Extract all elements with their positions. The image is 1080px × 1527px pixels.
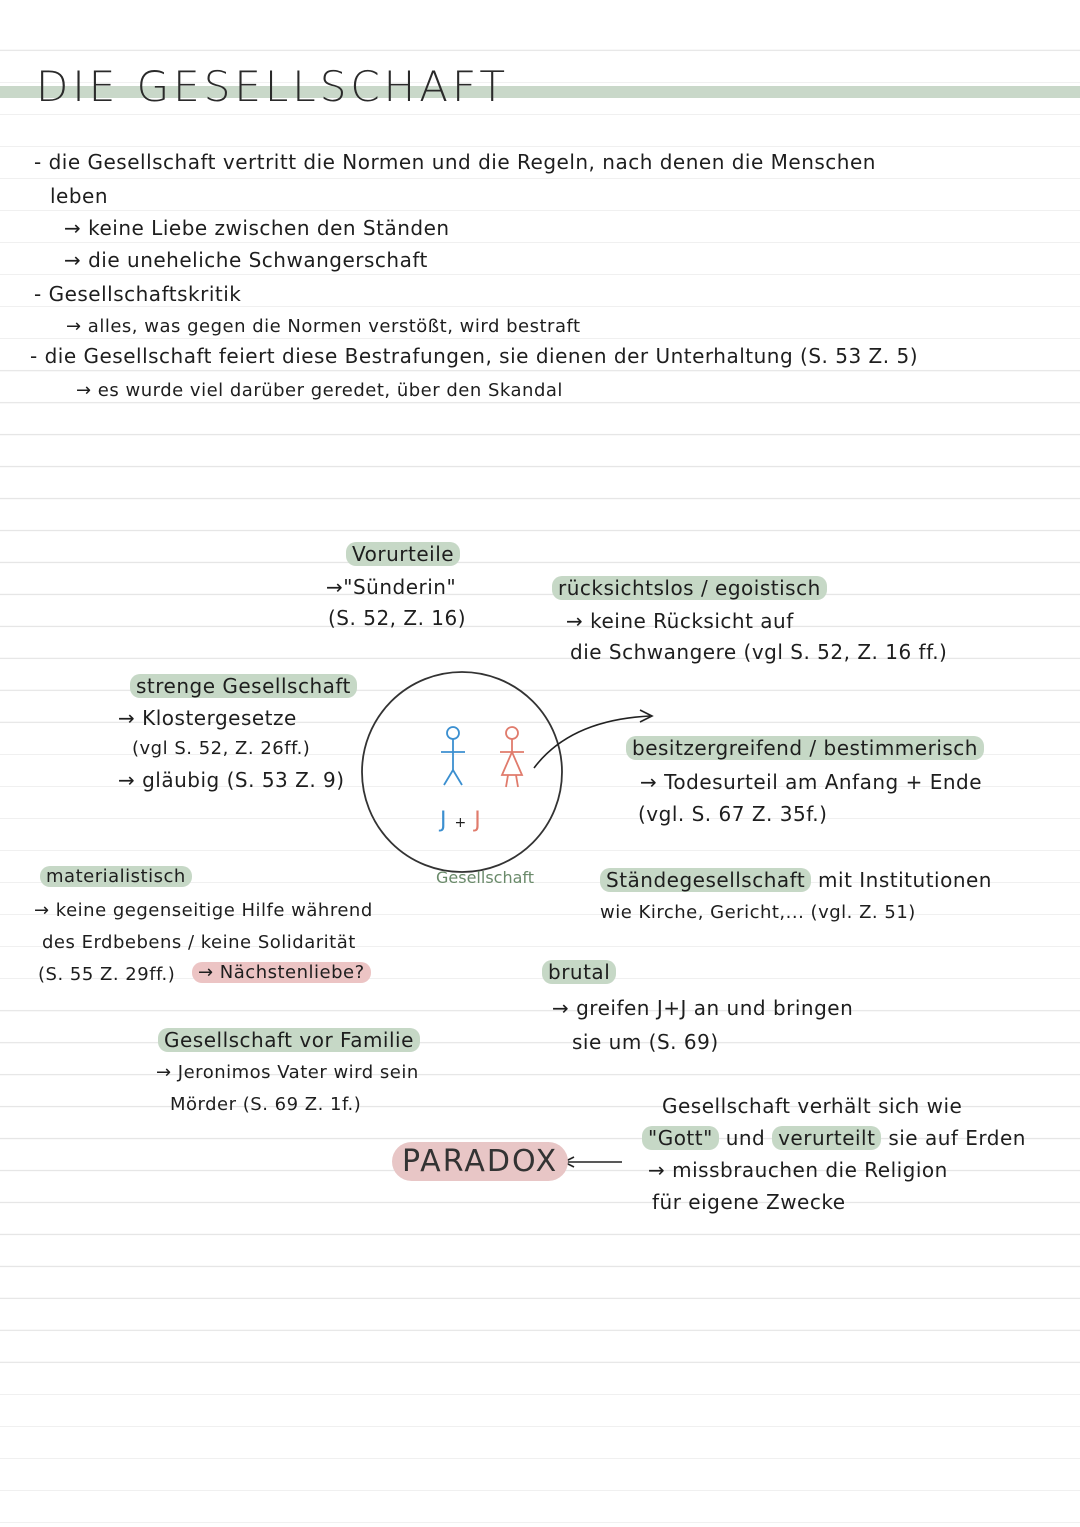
besitz-line-1: → Todesurteil am Anfang + Ende	[640, 770, 983, 794]
staende-line-1: wie Kirche, Gericht,... (vgl. Z. 51)	[600, 902, 916, 923]
society-circle	[362, 672, 562, 872]
material-heading: materialistisch	[40, 866, 192, 887]
gott-line-3: → missbrauchen die Religion	[648, 1158, 948, 1182]
material-line-2: des Erdbebens / keine Solidarität	[42, 932, 356, 953]
strenge-line-2: (vgl S. 52, Z. 26ff.)	[132, 738, 311, 759]
staende-heading: Ständegesellschaft mit Institutionen	[600, 868, 992, 892]
brutal-line-1: → greifen J+J an und bringen	[552, 996, 854, 1020]
familie-heading: Gesellschaft vor Familie	[158, 1028, 420, 1052]
brutal-heading: brutal	[542, 960, 616, 984]
intro-sub-2: → die uneheliche Schwangerschaft	[64, 248, 428, 272]
besitz-line-2: (vgl. S. 67 Z. 35f.)	[638, 802, 828, 826]
familie-line-2: Mörder (S. 69 Z. 1f.)	[170, 1094, 362, 1115]
rueck-heading: rücksichtslos / egoistisch	[552, 576, 827, 600]
page-title: DIE GESELLSCHAFT	[36, 62, 510, 111]
material-line-1: → keine gegenseitige Hilfe während	[34, 900, 373, 921]
strenge-line-3: → gläubig (S. 53 Z. 9)	[118, 768, 345, 792]
material-line-3: (S. 55 Z. 29ff.)	[38, 964, 176, 985]
rueck-line-2: die Schwangere (vgl S. 52, Z. 16 ff.)	[570, 640, 948, 664]
couple-label: J + J	[440, 808, 482, 833]
fest-line: - die Gesellschaft feiert diese Bestrafungen, sie dienen der Unterhaltung (S. 53 Z. 5)	[30, 344, 918, 368]
staende-rest: mit Institutionen	[818, 868, 992, 892]
besitz-heading: besitzergreifend / bestimmerisch	[626, 736, 984, 760]
gott-line-2: "Gott" und verurteilt sie auf Erden	[642, 1126, 1026, 1150]
gott-line-4: für eigene Zwecke	[652, 1190, 846, 1214]
material-line-4: → Nächstenliebe?	[192, 962, 371, 983]
intro-line-1: - die Gesellschaft vertritt die Normen und die Regeln, nach denen die Menschen	[34, 150, 876, 174]
intro-line-2: leben	[50, 184, 109, 208]
rueck-line-1: → keine Rücksicht auf	[566, 609, 794, 633]
crit-heading: - Gesellschaftskritik	[34, 282, 242, 306]
fest-sub: → es wurde viel darüber geredet, über den Skandal	[76, 380, 563, 401]
gott-line-1: Gesellschaft verhält sich wie	[662, 1094, 963, 1118]
paradox-label: PARADOX	[392, 1144, 568, 1179]
brutal-line-2: sie um (S. 69)	[572, 1030, 719, 1054]
familie-line-1: → Jeronimos Vater wird sein	[156, 1062, 419, 1083]
vorurteile-line-1: →"Sünderin"	[326, 575, 457, 599]
crit-sub: → alles, was gegen die Normen verstößt, wird bestraft	[66, 316, 581, 337]
circle-label: Gesellschaft	[436, 868, 535, 887]
vorurteile-line-2: (S. 52, Z. 16)	[328, 606, 467, 630]
intro-sub-1: → keine Liebe zwischen den Ständen	[64, 216, 450, 240]
vorurteile-heading: Vorurteile	[346, 542, 460, 566]
male-figure-icon	[441, 727, 465, 785]
female-figure-icon	[500, 727, 524, 787]
strenge-heading: strenge Gesellschaft	[130, 674, 357, 698]
strenge-line-1: → Klostergesetze	[118, 706, 297, 730]
